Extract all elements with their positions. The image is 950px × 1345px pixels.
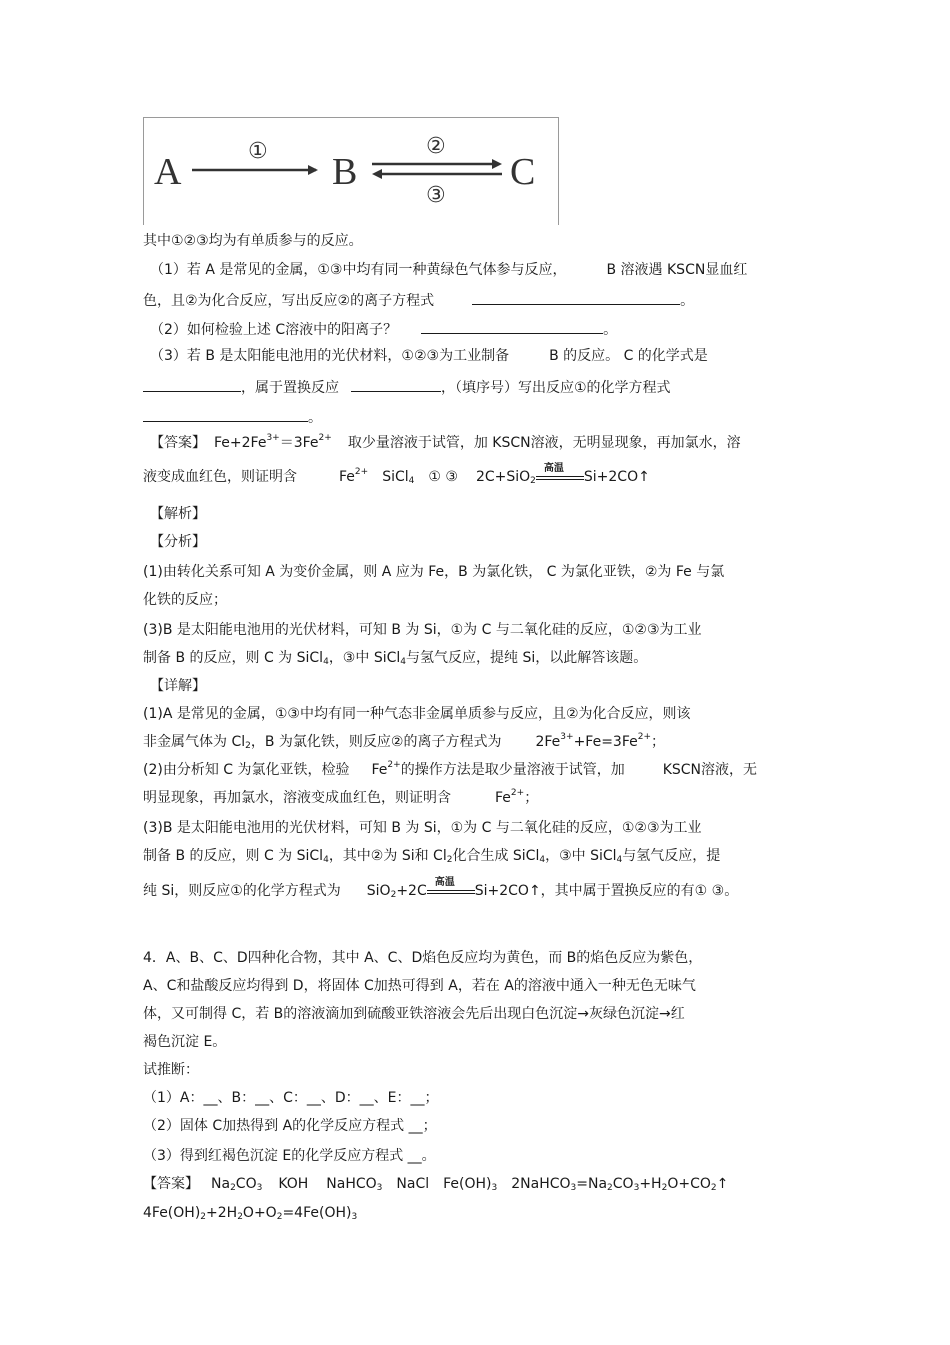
text: 与氢气反应，提纯 Si，以此解答该题。 <box>406 650 648 666</box>
text: +H <box>639 1176 662 1192</box>
answer-text: 取少量溶液于试管，加 KSCN溶液，无明显现象，再加氯水，溶 <box>347 435 741 451</box>
text: Fe(OH) <box>443 1176 492 1192</box>
subscript: 3 <box>351 1212 358 1222</box>
fenxi-line1: (1)由转化关系可知 A 为变价金属，则 A 应为 Fe，B 为氯化铁， C 为氯化亚铁，②为 Fe 与氯 <box>143 564 725 580</box>
superscript: 2+ <box>510 788 525 798</box>
q3-part3-line2 <box>143 377 671 397</box>
superscript: 3+ <box>266 433 280 443</box>
reaction-diagram <box>143 117 559 225</box>
text: CO <box>612 1176 634 1192</box>
q3-part3-text-a: （3）若 B 是太阳能电池用的光伏材料，①②③为工业制备 <box>150 348 510 364</box>
q4-line4: 褐色沉淀 E。 <box>143 1034 227 1050</box>
q3-part2-text: （2）如何检验上述 C溶液中的阳离子？ <box>150 322 398 338</box>
answer-eq: ＝3Fe <box>279 435 319 451</box>
xiangjie-line2 <box>143 733 665 751</box>
answer-blank[interactable] <box>143 377 241 392</box>
q3-answer-line2 <box>143 463 650 486</box>
q3-part3-line1 <box>150 347 708 365</box>
answer-eq: Si+2CO↑ <box>583 469 650 485</box>
diagram-label-3: ③ <box>426 183 446 208</box>
text: SiO <box>366 883 391 899</box>
diagram-node-a: A <box>154 151 182 193</box>
arrow-3-head <box>372 169 382 179</box>
diagram-node-b: B <box>332 151 358 193</box>
q4-answer-line1 <box>143 1175 728 1193</box>
text: O+O <box>242 1205 277 1221</box>
subscript: 3 <box>570 1183 577 1193</box>
text: ，其中②为 Si和 Cl <box>328 848 447 864</box>
text: O+CO <box>667 1176 711 1192</box>
text: =4Fe(OH) <box>282 1205 352 1221</box>
q3-part3-line3 <box>143 407 322 427</box>
q3-part1-text-a: （1）若 A 是常见的金属，①③中均有同一种黄绿色气体参与反应， <box>150 262 567 278</box>
text: CO <box>235 1176 257 1192</box>
text: ，③中 SiCl <box>545 848 617 864</box>
text: 化合生成 SiCl <box>452 848 540 864</box>
text: Fe <box>371 762 388 778</box>
answer-blank[interactable] <box>351 377 441 392</box>
text: KOH <box>278 1176 309 1192</box>
subscript: 4 <box>400 657 406 667</box>
text: 2Fe <box>535 734 561 750</box>
diagram-node-c: C <box>510 151 536 193</box>
fenxi-line4 <box>143 649 647 667</box>
xiangjie-line6 <box>143 847 720 865</box>
subscript: 4 <box>323 657 329 667</box>
text: ↑ <box>716 1176 729 1192</box>
q4-answer-line2 <box>143 1204 357 1222</box>
fenxi-line2: 化铁的反应； <box>143 592 227 608</box>
xiangjie-line7 <box>143 877 739 900</box>
fenxi-line3: (3)B 是太阳能电池用的光伏材料，可知 B 为 Si，①为 C 与二氧化硅的反应，①②③为工业 <box>143 622 702 638</box>
xiangjie-line1: (1)A 是常见的金属，①③中均有同一种气态非金属单质参与反应，且②为化合反应，则该 <box>143 706 691 722</box>
q3-part1-line2 <box>143 290 694 310</box>
text: Fe <box>495 790 511 806</box>
q3-part1-line1 <box>150 261 747 279</box>
subscript: 2 <box>230 1183 236 1193</box>
answer-text: 液变成血红色，则证明含 <box>143 469 297 485</box>
subscript: 2 <box>276 1212 283 1222</box>
text: 2NaHCO <box>511 1176 571 1192</box>
answer-eq: 2C+SiO <box>475 469 531 485</box>
subscript: 2 <box>607 1183 613 1193</box>
arrow-2-head <box>492 159 502 169</box>
period: 。 <box>308 410 322 426</box>
answer-blank[interactable] <box>421 319 603 334</box>
text: +Fe=3Fe <box>573 734 638 750</box>
text: =Na <box>576 1176 608 1192</box>
diagram-label-2: ② <box>426 134 446 159</box>
arrow-1-head <box>308 165 318 175</box>
text: ； <box>524 790 539 806</box>
q3-part3-text-c: ，属于置换反应 <box>241 380 339 396</box>
subscript: 2 <box>446 855 453 865</box>
text: ，③中 SiCl <box>328 650 401 666</box>
superscript: 2+ <box>354 467 369 477</box>
q4-part3: （3）得到红褐色沉淀 E的化学反应方程式 __。 <box>143 1148 436 1164</box>
answer-eq: Fe+2Fe <box>214 435 267 451</box>
text: 与氢气反应，提 <box>622 848 721 864</box>
high-temp-condition <box>536 463 584 486</box>
subscript: 2 <box>530 476 536 486</box>
subscript: 4 <box>323 855 329 865</box>
subscript: 2 <box>390 890 397 900</box>
text: +2H <box>206 1205 238 1221</box>
subscript: 3 <box>256 1183 263 1193</box>
answer-numbers: ① ③ <box>428 469 458 485</box>
answer-label: 【答案】 <box>143 1176 199 1192</box>
subscript: 3 <box>491 1183 498 1193</box>
subscript: 2 <box>661 1183 668 1193</box>
subscript: 2 <box>245 741 251 751</box>
text: 制备 B 的反应，则 C 为 SiCl <box>143 650 324 666</box>
period: 。 <box>603 322 618 338</box>
xiangjie-line3 <box>143 761 757 779</box>
text: ； <box>651 734 666 750</box>
subscript: 2 <box>237 1212 243 1222</box>
text: 非金属气体为 Cl <box>143 734 246 750</box>
answer-blank[interactable] <box>472 290 680 305</box>
q4-line1: 4．A、B、C、D四种化合物，其中 A、C、D焰色反应均为黄色，而 B的焰色反应为紫色， <box>143 950 703 966</box>
text: 制备 B 的反应，则 C 为 SiCl <box>143 848 324 864</box>
answer-ion: Fe <box>339 469 355 485</box>
text: KSCN溶液，无 <box>662 762 758 778</box>
text: Si+2CO↑，其中属于置换反应的有① ③。 <box>474 883 739 899</box>
xiangjie-line4 <box>143 789 538 807</box>
q3-part1-text-c: 色，且②为化合反应，写出反应②的离子方程式 <box>143 293 435 309</box>
subscript: 4 <box>539 855 546 865</box>
subscript: 3 <box>633 1183 640 1193</box>
condition-label: 高温 <box>434 877 455 888</box>
superscript: 2+ <box>318 433 332 443</box>
text: NaCl <box>396 1176 430 1192</box>
answer-label: 【答案】 <box>150 435 206 451</box>
text: 纯 Si，则反应①的化学方程式为 <box>143 883 341 899</box>
q4-part1: （1）A：__、B：__、C：__、D：__、E：__； <box>143 1090 439 1106</box>
subscript: 4 <box>408 476 415 486</box>
q4-line2: A、C和盐酸反应均得到 D，将固体 C加热可得到 A，若在 A的溶液中通入一种无色无味气 <box>143 978 696 994</box>
q3-part3-text-b: B 的反应。 C 的化学式是 <box>549 348 708 364</box>
subscript: 2 <box>200 1212 207 1222</box>
text: 的操作方法是取少量溶液于试管，加 <box>400 762 625 778</box>
subscript: 2 <box>710 1183 717 1193</box>
period: 。 <box>680 293 695 309</box>
xiangjie-heading: 【详解】 <box>150 678 206 694</box>
subscript: 3 <box>376 1183 383 1193</box>
text: (2)由分析知 C 为氯化亚铁，检验 <box>143 762 350 778</box>
answer-blank[interactable] <box>143 407 308 422</box>
text: NaHCO <box>326 1176 377 1192</box>
text: 4Fe(OH) <box>143 1205 201 1221</box>
text: 明显现象，再加氯水，溶液变成血红色，则证明含 <box>143 790 451 806</box>
condition-label: 高温 <box>543 463 564 474</box>
q3-intro: 其中①②③均为有单质参与的反应。 <box>143 233 363 249</box>
high-temp-condition <box>427 877 475 900</box>
superscript: 3+ <box>560 732 574 742</box>
text: Na <box>211 1176 231 1192</box>
subscript: 4 <box>616 855 623 865</box>
q3-part1-text-b: B 溶液遇 KSCN显血红 <box>606 262 748 278</box>
xiangjie-line5: (3)B 是太阳能电池用的光伏材料，可知 B 为 Si，①为 C 与二氧化硅的反应，①②③为工业 <box>143 820 702 836</box>
text: ，B 为氯化铁，则反应②的离子方程式为 <box>250 734 502 750</box>
text: +2C <box>396 883 427 899</box>
fenxi-heading: 【分析】 <box>150 534 206 550</box>
q4-line5: 试推断： <box>143 1062 199 1078</box>
jiexi-heading: 【解析】 <box>150 506 206 522</box>
superscript: 2+ <box>387 760 401 770</box>
q3-part2-line <box>150 319 617 339</box>
reaction-diagram-svg <box>144 118 560 226</box>
q3-answer-line1 <box>150 434 741 452</box>
superscript: 2+ <box>637 732 652 742</box>
diagram-label-1: ① <box>248 139 268 164</box>
q4-part2: （2）固体 C加热得到 A的化学反应方程式 __； <box>143 1118 437 1134</box>
q3-part3-text-d: ，（填序号）写出反应①的化学方程式 <box>441 380 671 396</box>
answer-formula: SiCl <box>382 469 409 485</box>
q4-line3: 体，又可制得 C，若 B的溶液滴加到硫酸亚铁溶液会先后出现白色沉淀→灰绿色沉淀→红 <box>143 1006 685 1022</box>
